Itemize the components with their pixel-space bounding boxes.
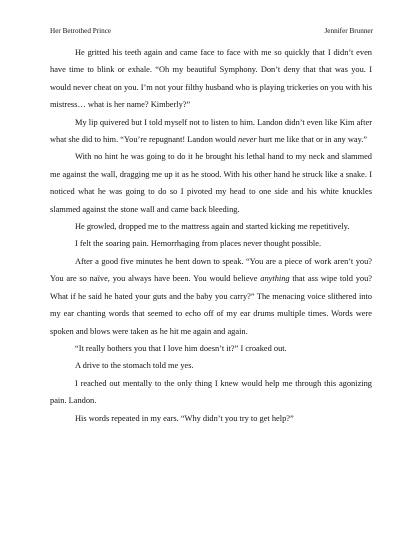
paragraph: My lip quivered but I told myself not to listen to him. Landon didn’t even like Kim after what she did to him. “You’re repugnant! Landon would never hurt me like that or in any way.” — [50, 117, 372, 145]
paragraph: I reached out mentally to the only thing I knew would help me through this agonizing pain. Landon. — [50, 378, 372, 406]
paragraph: A drive to the stomach told me yes. — [75, 361, 194, 371]
paragraph: “It really bothers you that I love him doesn’t it?” I croaked out. — [75, 343, 287, 353]
paragraph: I felt the soaring pain. Hemorrhaging from places never thought possible. — [75, 239, 322, 249]
page-body — [50, 44, 372, 427]
paragraph: After a good five minutes he bent down to speak. “You are a piece of work aren’t you? You are so naïve, you always have been. You would believe anything that ass wipe told you? What if he said he hated your guts and the baby you carry?” The menacing voice slithered into my ear chanting words that seemed to echo off of my ear drums multiple times. Words were spoken and blows were taken as he hit me again and again. — [50, 256, 373, 336]
paragraph: He growled, dropped me to the mattress again and started kicking me repetitively. — [75, 222, 350, 232]
page-header — [50, 25, 373, 37]
emphasis-text: anything — [260, 274, 290, 284]
paragraph: His words repeated in my ears. “Why didn’t you try to get help?” — [75, 413, 294, 423]
author-name-header: Jennifer Brunner — [324, 27, 373, 35]
emphasis-text: never — [238, 135, 257, 145]
book-title-header: Her Betrothed Prince — [50, 27, 112, 35]
paragraph: He gritted his teeth again and came face to face with me so quickly that I didn’t even have time to blink or exhale. “Oh my beautiful Symphony. Don’t deny that that was you. I would never cheat on you. I’m not your filthy husband who is playing trickeries on you with his mistress… what is her name? Kimberly?” — [50, 48, 372, 110]
paragraph: With no hint he was going to do it he brought his lethal hand to my neck and slammed me against the wall, dragging me up it as he stood. With his other hand he struck like a snake. I noticed what he was going to do so I pivoted my head to one side and his white knuckles slammed against the stone wall and came back bleeding. — [50, 152, 372, 214]
